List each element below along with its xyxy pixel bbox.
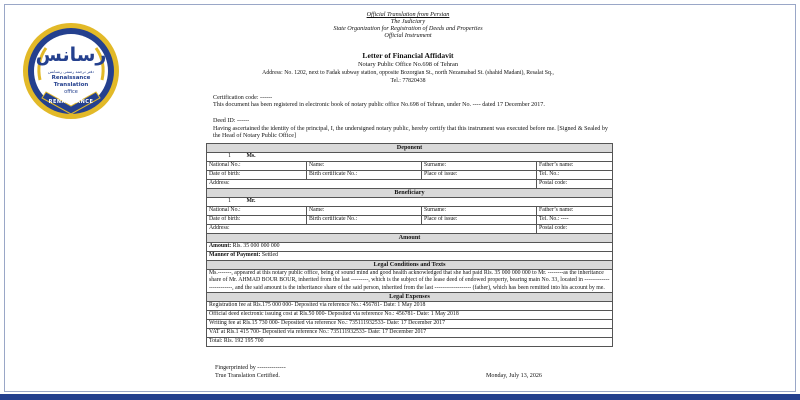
logo-line-renaissance: Renaissance (51, 75, 91, 81)
manner-of-payment-label: Manner of Payment: (209, 252, 261, 259)
deponent-surname: Surname: (422, 162, 537, 171)
deed-id: Deed ID: ------ (213, 118, 250, 124)
beneficiary-place-of-issue: Place of issue: (422, 216, 537, 225)
fingerprinted-by: Fingerprinted by -------------- (215, 365, 286, 371)
deponent-birth-certificate: Birth certificate No.: (307, 171, 422, 180)
beneficiary-tel: Tel. No.: ---- (537, 216, 613, 225)
office-tel: Tel.: 77820438 (390, 78, 426, 84)
amount-heading: Amount (207, 234, 613, 243)
beneficiary-heading: Beneficiary (207, 189, 613, 198)
beneficiary-name: Name: (307, 207, 422, 216)
renaissance-logo (22, 22, 120, 120)
beneficiary-honorific: Mr. (246, 198, 256, 205)
legal-expense-row: VAT at Rls.1 415 700- Deposited via reference No.: 735111932533- Date: 17 December 2017 (207, 329, 613, 338)
beneficiary-index-row (207, 198, 613, 207)
deponent-national-no: National No.: (207, 162, 307, 171)
legal-expense-total: Total: Rls. 192 195 700 (207, 338, 613, 347)
deponent-place-of-issue: Place of issue: (422, 171, 537, 180)
beneficiary-date-of-birth: Date of birth: (207, 216, 307, 225)
manner-of-payment-row (207, 252, 613, 261)
true-translation-certified: True Translation Certified. (215, 373, 280, 379)
deponent-postal-code: Postal code: (537, 180, 613, 189)
header-official-translation: Official Translation from Persian (366, 11, 450, 18)
logo-ribbon-text: RENAISSANCE (48, 99, 94, 105)
deponent-fathers-name: Father’s name: (537, 162, 613, 171)
certification-code: Certification code: ------ (213, 95, 273, 101)
deponent-heading: Deponent (207, 144, 613, 153)
beneficiary-address: Address: (207, 225, 537, 234)
notary-office: Notary Public Office No.698 of Tehran (357, 61, 459, 68)
deponent-table (206, 143, 613, 347)
logo-persian-name: رسانس (35, 44, 107, 66)
deponent-tel: Tel. No.: (537, 171, 613, 180)
logo-persian-subtitle: دفتر ترجمه رسمی رنسانس (47, 69, 95, 74)
deponent-index-row (207, 153, 613, 162)
ascertained-text: Having ascertained the identity of the principal, I, the undersigned notary public, hereby certify that this instrument was executed before me. [Signed & Sealed by the Head of Notary Public Office] (213, 126, 608, 140)
beneficiary-national-no: National No.: (207, 207, 307, 216)
logo-line-office: office (64, 89, 78, 95)
manner-of-payment-value: Settled (260, 252, 278, 259)
registration-text: This document has been registered in electronic book of notary public office No.698 of Tehran, under No. ---- dated 17 December 2017. (213, 102, 545, 108)
deponent-honorific: Ms. (246, 153, 256, 160)
header-official-instrument: Official Instrument (384, 32, 432, 39)
deponent-name: Name: (307, 162, 422, 171)
beneficiary-surname: Surname: (422, 207, 537, 216)
amount-value: Rls. 35 000 000 000 (231, 243, 280, 250)
legal-expense-row: Writing fee at Rls.15 730 000- Deposited via reference No.: 735111932533- Date: 17 December 2017 (207, 320, 613, 329)
legal-conditions-text: Ms.-------, appeared at this notary public office, being of sound mind and good health acknowledged that she had paid Rls. 35 000 000 000 to Mr. --------as the inheritance share of Mr. AHMAD BOUR BOUR, inherited from the last ---------, which is the subject of the lease deed of endowed property, bearing main No. 33, located in -------------------------, and the said amount is the inheritance share of the said person, inherited from the last ------------------- (father), which has been remitted into his account by me. (207, 270, 613, 293)
legal-expenses-heading: Legal Expenses (207, 293, 613, 302)
legal-expense-row: Registration fee at Rls.175 000 000- Deposited via reference No.: 456781- Date: 1 May 2018 (207, 302, 613, 311)
beneficiary-postal-code: Postal code: (537, 225, 613, 234)
office-address: Address: No. 1202, next to Fadak subway station, opposite Bozorgian St., north Nezamabad St. (shahid Madani), Resalat Sq., (262, 70, 554, 76)
bottom-accent-bar (0, 394, 800, 400)
header-judiciary: The Judiciary (390, 18, 426, 25)
deponent-index: 1 (228, 153, 231, 160)
beneficiary-index: 1 (228, 198, 231, 205)
translation-date: Monday, July 13, 2026 (486, 373, 542, 379)
legal-conditions-heading: Legal Conditions and Texts (207, 261, 613, 270)
document-title: Letter of Financial Affidavit (362, 51, 454, 60)
amount-label: Amount: (209, 243, 232, 250)
deponent-address: Address: (207, 180, 537, 189)
legal-expense-row: Official deed electronic issuing cost at Rls.50 000- Deposited via reference No.: 456781- Date: 1 May 2018 (207, 311, 613, 320)
beneficiary-birth-certificate: Birth certificate No.: (307, 216, 422, 225)
amount-row (207, 243, 613, 252)
logo-line-translation: Translation (53, 82, 89, 88)
deponent-date-of-birth: Date of birth: (207, 171, 307, 180)
beneficiary-fathers-name: Father’s name: (537, 207, 613, 216)
header-organization: State Organization for Registration of Deeds and Properties (333, 25, 483, 32)
